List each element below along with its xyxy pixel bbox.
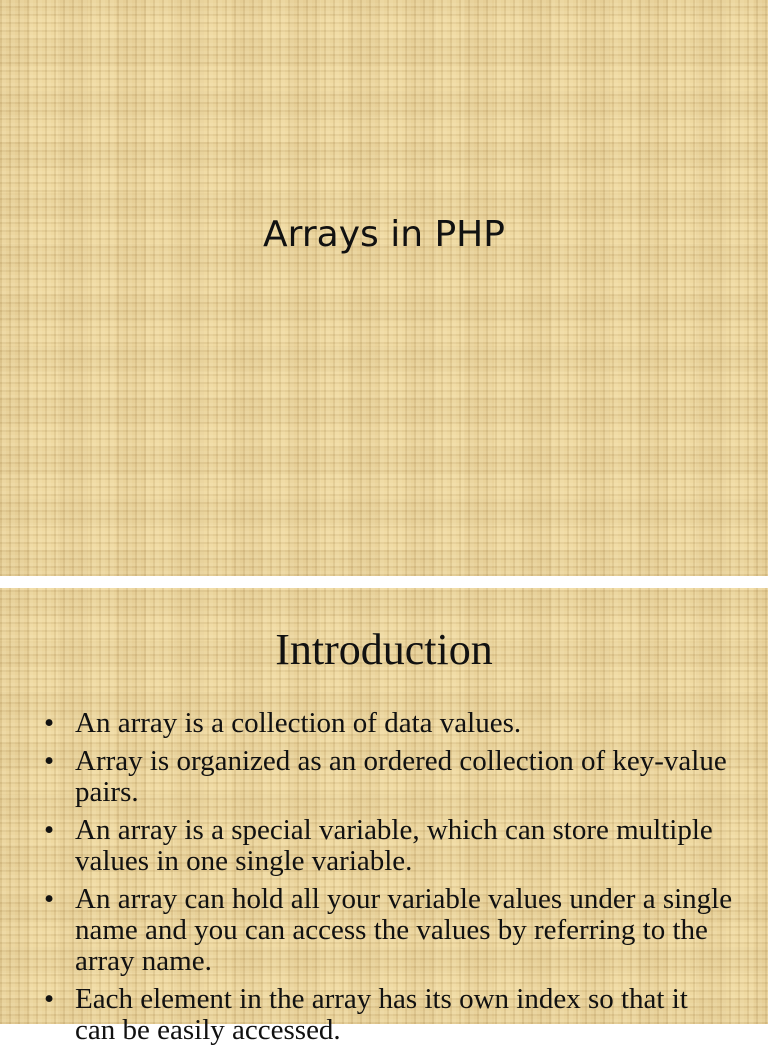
section-heading: Introduction <box>275 625 493 674</box>
bullet-icon: • <box>44 745 55 777</box>
bullet-icon: • <box>44 814 55 846</box>
bullet-icon: • <box>44 707 55 739</box>
list-item <box>44 815 734 877</box>
slide-title: Arrays in PHP <box>263 214 505 255</box>
list-item <box>44 746 734 808</box>
list-item <box>44 984 734 1046</box>
bullet-icon: • <box>44 883 55 915</box>
slide-2 <box>0 588 768 1046</box>
list-item-text: An array is a collection of data values. <box>75 707 522 739</box>
bullet-list <box>44 708 734 1053</box>
list-item <box>44 884 734 977</box>
slide-separator <box>0 576 768 588</box>
list-item-text: Array is organized as an ordered collection of key-value pairs. <box>75 745 727 808</box>
list-item-text: An array is a special variable, which can store multiple values in one single variable. <box>75 814 713 877</box>
list-item <box>44 708 734 739</box>
list-item-text: An array can hold all your variable values under a single name and you can access the values by referring to the array name. <box>75 883 733 977</box>
bullet-icon: • <box>44 983 55 1015</box>
list-item-text: Each element in the array has its own index so that it can be easily accessed. <box>75 983 688 1046</box>
